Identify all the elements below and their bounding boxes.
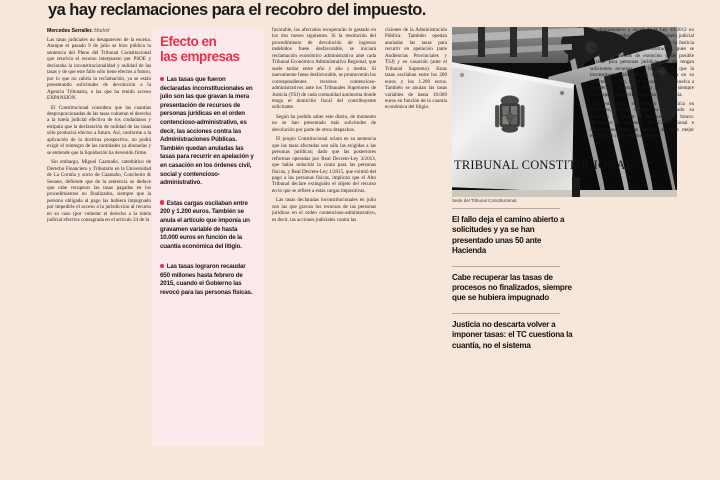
- divider: [452, 313, 560, 314]
- pull-quote: Cabe recuperar las tasas de procesos no finalizados, siempre que se hubiera impugnado: [452, 272, 572, 303]
- highlight-bullet-text: Las tasas que fueron declaradas inconstitucionales en julio son las que gravan la mera presentación de recursos de personas jurídicas en el orden contencioso-administrativo, es decir, las acciones contra las Administraciones Públicas. También quedan anuladas las tasas para recurrir en apelación y en casación en los órdenes civil, social y contencioso-administrativo.: [160, 76, 254, 187]
- byline-author: Mercedes Serraller.: [47, 28, 93, 34]
- paragraph: favorable, los afectados recuperarán lo gastado en los dos meses siguientes. Si la resolución del procedimiento de devolución de ingresos indebidos fuese desfavorable, se iniciará reclamación económico administrativa ante cada Tribunal Económico Administrativo Regional, que suele tardar entre año y año y medio. Si nuevamente fuese desfavorable, se promoverán los correspondientes recursos contencioso-administrativos ante los Tribunales Superiores de Justicia (TSJ) de cada comunidad autónoma donde tenga el domicilio fiscal del contribuyente solicitante.: [272, 27, 376, 111]
- paragraph: Las tasas judiciales no desaparecen de la escena. Aunque el pasado 9 de julio se hizo pública la sentencia del Pleno del Tribunal Constitucional que resolvía el recurso interpuesto por PSOE y declaraba la inconstitucionalidad y nulidad de las tasas y de que este fallo sólo tiene efectos a futuro, por lo que no cabría la reclamación, ya se están presentando solicitudes de devolución a la Agencia Tributaria, a las que ha tenido acceso EXPANSIÓN.: [47, 37, 151, 102]
- sign-text: TRIBUNAL CONSTITUCIONAL: [454, 158, 634, 172]
- bullet-dot-icon: [160, 77, 164, 81]
- highlight-bullet-text: Estas cargas oscilaban entre 200 y 1.200 euros. También se anula el artículo que imponía un gravamen variable de hasta 10.000 euros en función de la cuantía económica del litigio.: [160, 199, 250, 250]
- headline-zone: [0, 0, 720, 26]
- article-deck: ya hay reclamaciones para el recobro del impuesto.: [48, 1, 426, 19]
- paragraph: En esta línea, el ministro de Justicia en funciones, Rafael Catalá, ha anunciado su intención de revisar el sistema en el futuro: "Acatamos la sentencia del Constitucional e intentaremos tener un sistema de tasas mejor equilibrado como teníamos antes".: [590, 100, 694, 140]
- byline-place: Madrid: [94, 28, 110, 34]
- text-column-3: [272, 27, 376, 226]
- highlight-bullet-text: Las tasas lograron recaudar 650 millones hasta febrero de 2015, cuando el Gobierno las revocó para las personas físicas.: [160, 263, 253, 297]
- highlight-box: [152, 27, 264, 446]
- byline: [47, 27, 151, 35]
- highlight-title-line1: Efecto en: [160, 34, 217, 49]
- paragraph: Las tasas declaradas inconstitucionales en julio son las que gravan los recursos de las personas jurídicas en el orden contencioso-administrativo, es decir, las acciones judiciales contra las: [272, 197, 376, 223]
- pull-quote: Justicia no descarta volver a imponer tasas: el TC cuestiona la cuantía, no el sistema: [452, 319, 573, 350]
- highlight-title-line2: las empresas: [160, 48, 240, 64]
- bullet-dot-icon: [160, 200, 164, 204]
- highlight-bullet: [160, 76, 255, 188]
- text-column-4: [385, 27, 447, 114]
- paragraph: Sin embargo, Miguel Caamaño, catedrático de Derecho Financiero y Tributario en la Universidad de La Coruña y socio de Caamaño, Concheiro & Seoane, defiende que de la sentencia se deduce que cabe recuperar las tasas pagadas en los procedimientos no finalizados, siempre que la persona obligada al pago las hubiera impugnado por impedirle el acceso a la jurisdicción al recurso en su caso (por vulnerar el derecho a la tutela judicial efectiva consagrada en el artículo 24 de la: [47, 159, 151, 224]
- paragraph: so-administrativo y social de la Ley 10/2012 no vulnera el derecho fundamental de tutela judicial efectiva ni el principio de gratuidad de la Justicia del artículo 119 de la Constitución, pues se acreditan supuestos de exención y de posible flexible para personas jurídicas que no tengan suficientes recursos para litigar. Dado que la inconstitucionalidad de las tasas estriba en su carácter excesivo, no es descartable que vuelva a establecerse sistema de tasas judiciales, siempre que respete el derecho de acceso a la Justicia.: [590, 27, 694, 98]
- article-body: [0, 27, 720, 480]
- highlight-bullet: [160, 200, 255, 252]
- highlight-box-title: [160, 35, 255, 64]
- highlight-bullet: [160, 263, 255, 297]
- text-column-6: [590, 27, 694, 143]
- divider: [452, 208, 560, 209]
- text-column-1: [47, 27, 151, 227]
- paragraph: El propio Constitucional aclara en su sentencia que las tasas afectadas son sólo las exigidas a las personas jurídicas; dado que las posteriores reformas operadas por Real Decreto-Ley 3/2013, que había reducido la cuota para las personas físicas, y Real Decreto-Ley 1/2015, que eximió del pago a las personas físicas, implican que el Alto Tribunal declare extinguido el objeto del recurso en lo que se refiere a estas cargas impositivas.: [272, 136, 376, 194]
- bullet-dot-icon: [160, 264, 164, 268]
- paragraph: El Constitucional considera que las cuantías desproporcionadas de las tasas vulneran el derecho a la tutela judicial efectiva de los ciudadanos y estipula que la declaración de nulidad de las tasas sólo producirá efectos a futuro. Así, conforme a la aplicación de la doctrina prospectiva, no podrá exigir el reintegro de las cantidades ya abonadas y se entiende que la liquidación ha devenido firme.: [47, 104, 151, 156]
- pullquote-column: [452, 208, 574, 360]
- photo-caption: Sede del Tribunal Constitucional.: [452, 198, 518, 203]
- pull-quote: El fallo deja el camino abierto a solicitudes y ya se han presentado unas 50 ante Hacienda: [452, 215, 565, 256]
- paragraph: Según ha podido saber este diario, de momento no se han presentado más solicitudes de devolución por parte de otros despachos.: [272, 113, 376, 133]
- divider: [452, 266, 560, 267]
- paragraph: cisiones de la Administración Pública. También quedan anuladas las tasas para recurrir en apelación (ante Audiencias Provinciales y TSJ) y en casación (ante el Tribunal Supremo). Estas tasas oscilaban entre los 200 euros y los 1.200 euros. También se anulan las tasas variables de hasta 10.000 euros en función de la cuantía económica del litigio.: [385, 27, 447, 111]
